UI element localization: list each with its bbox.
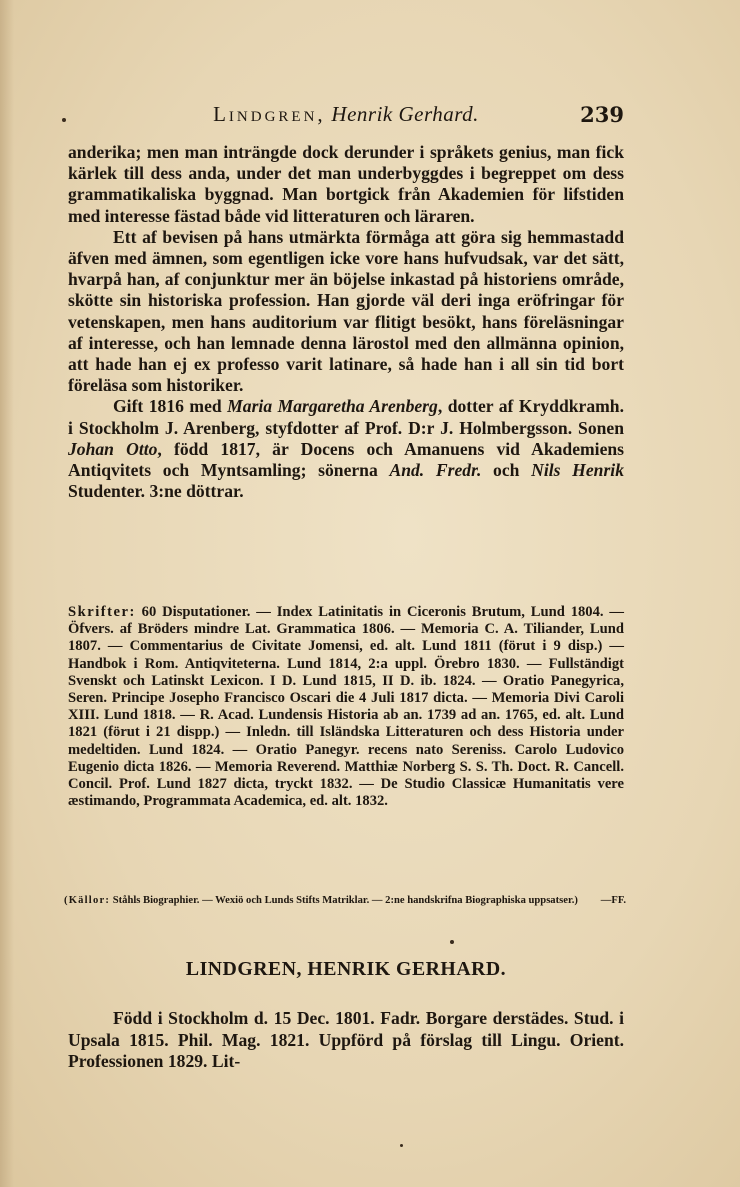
- page-header: [68, 102, 624, 127]
- daughters-text: Studenter. 3:ne döttrar.: [68, 481, 244, 502]
- wife-name: Maria Margaretha Arenberg: [227, 396, 438, 417]
- running-head: [68, 102, 624, 127]
- running-head-surname: Lindgren,: [213, 102, 326, 126]
- writings-list: [68, 604, 624, 810]
- author-signature: —FF.: [600, 895, 626, 906]
- print-speck: [62, 118, 66, 122]
- sources-text: Ståhls Biographier. — Wexiö och Lunds Stifts Matriklar. — 2:ne handskrifna Biographiska uppsatser.): [110, 895, 578, 906]
- son-text: , född 1817, är Docens och Amanuens vid Akademiens Antiqvitets och Myntsamling; sönerna: [68, 438, 625, 481]
- sources-label: (Källor:: [64, 895, 111, 906]
- page-number: 239: [580, 102, 624, 127]
- writings-text: 60 Disputationer. — Index Latinitatis in Ciceronis Brutum, Lund 1804. — Öfvers. af Bröders mindre Lat. Grammatica 1806. — Memoria C. A. Tiliander, Lund 1807. — Commentarius de Civitate Jomensi, ed. alt. Lund 1811 (förut i 9 disp.) — Handbok i Rom. Antiqviteterna. Lund 1814, 2:a uppl. Örebro 1830. — Fullständigt Svenskt och Latinskt Lexicon. I D. Lund 1815, II D. ib. 1824. — Oratio Panegyrica, Seren. Principe Josepho Francisco Oscari die 4 Juli 1817 dicta. — Memoria Divi Caroli XIII. Lund 1818. — R. Acad. Lundensis Historia ab an. 1739 ad an. 1765, ed. alt. Lund 1821 (förut i 21 dispp.) — Inledn. till Isländska Litteraturen och dess Historia under medeltiden. Lund 1824. — Oratio Panegyr. recens nato Sereniss. Carolo Ludovico Eugenio dicta 1826. — Memoria Reverend. Matthiæ Norberg S. S. Th. Doct. R. Cancell. Concil. Prof. Lund 1827 dicta, tryckt 1832. — De Studio Classicæ Humanitatis vere æstimando, Programmata Academica, ed. alt. 1832.: [68, 604, 624, 810]
- family-text: , dotter af Kryddkramh. i Stockholm J. Arenberg, styfdotter af Prof. D:r J. Holmbergsson. Sonen: [68, 396, 624, 438]
- page-gutter-edge: [0, 0, 14, 1187]
- running-head-given-names: Henrik Gerhard.: [331, 102, 479, 126]
- next-entry-text: Född i Stockholm d. 15 Dec. 1801. Fadr. Borgare derstädes. Stud. i Upsala 1815. Phil. Mag. 1821. Uppförd på förslag till Lingu. Orient. Professionen 1829. Lit-: [68, 1008, 624, 1071]
- print-speck: [450, 940, 454, 944]
- sources-note: [64, 894, 626, 907]
- paragraph-2: Ett af bevisen på hans utmärkta förmåga att göra sig hemmastadd äfven med ämnen, som egentligen icke vore hans hufvudsak, var det sätt, hvarpå han, af conjunktur mer än böjelse inkastad på historiens område, skötte sin historiska profession. Han gjorde väl deri inga eröfringar för vetenskapen, men hans auditorium var flitigt besökt, hans föreläsningar af interesse, och han lemnade denna lärostol med den allmänna opinion, att hade han ej ex professo varit latinare, så hade han i all sin tid bort föreläsa som historiker.: [68, 226, 624, 396]
- son-name: Johan Otto: [68, 438, 158, 459]
- biography-text: [68, 142, 624, 502]
- sons-names: And. Fredr.: [389, 460, 482, 481]
- paragraph-3: [68, 396, 624, 502]
- conjunction-text: och: [481, 460, 532, 481]
- writings-label: Skrifter:: [68, 604, 136, 620]
- paragraph-1: anderika; men man inträngde dock derunder i språkets genius, man fick kärlek till dess anda, under det man underbyggdes i begreppet om dess grammatikaliska byggnad. Man bortgick från Akademien för lifstiden med interesse fästad både vid litteraturen och läraren.: [68, 142, 624, 226]
- son-nils-name: Nils Henrik: [531, 460, 624, 481]
- marriage-text: Gift 1816 med: [113, 396, 228, 417]
- print-speck: [400, 1144, 403, 1147]
- next-entry-heading: LINDGREN, HENRIK GERHARD.: [185, 958, 507, 980]
